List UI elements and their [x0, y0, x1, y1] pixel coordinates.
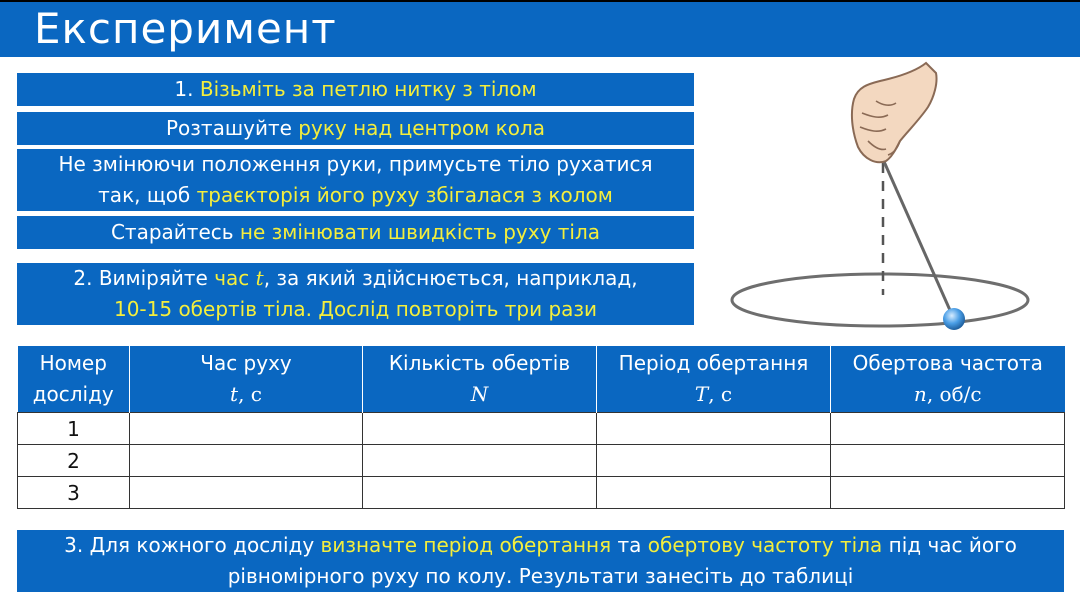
revolutions-cell[interactable]	[363, 413, 597, 445]
revolutions-cell[interactable]	[363, 477, 597, 509]
hand-icon	[852, 63, 937, 162]
table-row	[18, 477, 1065, 509]
step-5-line-2: 10-15 обертів тіла. Дослід повторіть три рази	[113, 297, 598, 321]
row-number: 2	[18, 445, 130, 477]
pendulum-illustration	[728, 55, 1073, 340]
step-1-box	[17, 73, 694, 106]
step-4-text: Старайтесь не змінювати швидкість руху тіла	[110, 220, 601, 244]
step-6-line-2: рівномірного руху по колу. Результати занесіть до таблиці	[227, 564, 854, 588]
title-bar	[0, 0, 1080, 57]
row-number: 3	[18, 477, 130, 509]
frequency-cell[interactable]	[831, 413, 1065, 445]
step-1-text: 1. Візьміть за петлю нитку з тілом	[174, 77, 537, 101]
step-5-box	[17, 263, 694, 325]
step-3-line-1: Не змінюючи положення руки, примусьте тіло рухатися	[58, 152, 653, 176]
ball-icon	[943, 308, 965, 330]
table-row	[18, 445, 1065, 477]
step-5-line-1: 2. Виміряйте час t, за який здійснюється, наприклад,	[73, 266, 638, 290]
step-2-text: Розташуйте руку над центром кола	[166, 116, 545, 140]
header-time: Час руху t, с	[130, 346, 363, 413]
step-3-line-2: так, щоб траєкторія його руху збігалася з колом	[98, 183, 613, 207]
period-cell[interactable]	[597, 477, 831, 509]
step-2-box	[17, 112, 694, 145]
table-row	[18, 413, 1065, 445]
frequency-cell[interactable]	[831, 477, 1065, 509]
time-cell[interactable]	[130, 445, 363, 477]
table-header-row	[18, 346, 1065, 413]
page-title: Експеримент	[34, 4, 337, 53]
time-cell[interactable]	[130, 477, 363, 509]
results-table	[17, 346, 1065, 509]
header-revolutions: Кількість обертів N	[363, 346, 597, 413]
frequency-cell[interactable]	[831, 445, 1065, 477]
header-experiment-number: Номер досліду	[18, 346, 130, 413]
step-3-box	[17, 149, 694, 211]
step-4-box	[17, 216, 694, 249]
step-6-box	[17, 530, 1064, 592]
row-number: 1	[18, 413, 130, 445]
circle-trajectory	[732, 274, 1028, 326]
header-frequency: Обертова частота n, об/с	[831, 346, 1065, 413]
string-line	[882, 157, 953, 317]
period-cell[interactable]	[597, 445, 831, 477]
time-cell[interactable]	[130, 413, 363, 445]
period-cell[interactable]	[597, 413, 831, 445]
step-6-line-1: 3. Для кожного досліду визначте період обертання та обертову частоту тіла під час його	[64, 533, 1017, 557]
header-period: Період обертання T, с	[597, 346, 831, 413]
revolutions-cell[interactable]	[363, 445, 597, 477]
